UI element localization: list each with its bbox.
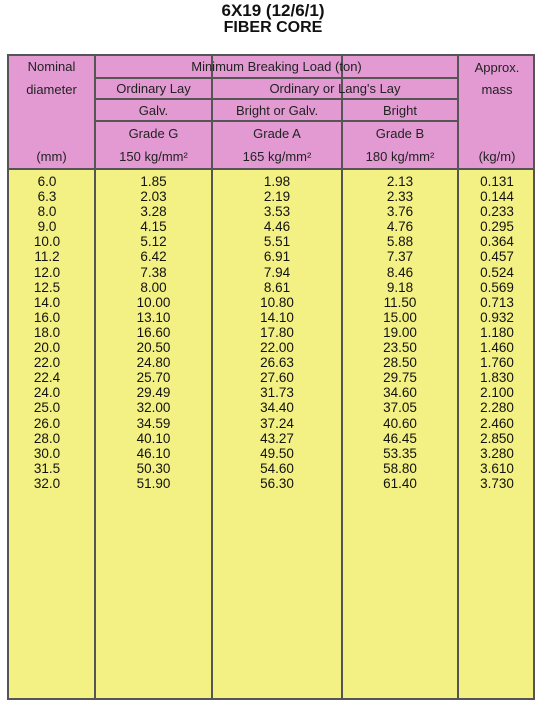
cell-mass: 0.524 [480, 264, 514, 280]
cell-grade-b: 58.80 [383, 460, 417, 476]
cell-grade-b: 46.45 [383, 430, 417, 446]
header-kgm: (kg/m) [478, 149, 516, 164]
cell-grade-g: 4.15 [140, 219, 167, 235]
cell-grade-a: 4.46 [263, 219, 291, 235]
cell-diameter: 20.0 [33, 340, 61, 356]
cell-grade-a: 7.94 [263, 264, 291, 280]
cell-grade-b: 8.46 [386, 264, 414, 280]
header-bright-or-galv: Bright or Galv. [235, 102, 319, 118]
cell-grade-a: 27.60 [260, 370, 294, 386]
column-diameter [9, 174, 85, 491]
table-title: 6X19 (12/6/1) [221, 1, 325, 20]
cell-diameter: 12.5 [33, 279, 61, 295]
cell-grade-a: 1.98 [263, 174, 291, 189]
cell-mass: 0.932 [480, 309, 514, 325]
cell-grade-a: 5.51 [263, 234, 291, 250]
cell-mass: 3.280 [480, 445, 514, 461]
cell-grade-g: 25.70 [136, 370, 171, 386]
header-ordinary-lay: Ordinary Lay [116, 81, 191, 96]
cell-mass: 1.460 [480, 340, 514, 356]
cell-diameter: 8.0 [37, 204, 57, 220]
cell-grade-a: 54.60 [260, 460, 294, 476]
cell-grade-g: 13.10 [136, 309, 171, 325]
cell-grade-b: 37.05 [383, 400, 417, 416]
rope-spec-table [7, 54, 535, 700]
cell-mass: 0.713 [480, 294, 514, 310]
cell-grade-a: 49.50 [260, 445, 294, 461]
cell-mass: 2.100 [480, 385, 514, 401]
cell-grade-a: 3.53 [263, 204, 291, 220]
header-galv: Galv. [138, 102, 169, 118]
cell-grade-g: 34.59 [136, 415, 171, 431]
cell-diameter: 16.0 [33, 309, 61, 325]
cell-grade-b: 40.60 [383, 415, 417, 431]
cell-mass: 0.131 [480, 174, 514, 189]
cell-diameter: 6.3 [37, 189, 57, 205]
cell-mass: 1.760 [480, 355, 514, 371]
cell-diameter: 10.0 [33, 234, 61, 250]
header-approx: Approx. [474, 60, 520, 75]
table-subtitle: FIBER CORE [223, 19, 323, 36]
header-bright: Bright [383, 102, 417, 118]
cell-mass: 0.569 [480, 279, 514, 295]
cell-grade-a: 22.00 [260, 340, 294, 356]
header-mm: (mm) [36, 149, 67, 164]
cell-diameter: 18.0 [33, 324, 61, 340]
header-min-breaking-load: Minimum Breaking Load (ton) [191, 59, 362, 74]
cell-grade-g: 40.10 [136, 430, 171, 446]
column-grade-a [213, 174, 341, 491]
cell-diameter: 24.0 [33, 385, 61, 401]
cell-grade-b: 28.50 [383, 355, 417, 371]
cell-grade-g: 46.10 [136, 445, 171, 461]
cell-grade-g: 29.49 [136, 385, 171, 401]
column-grade-b [343, 174, 457, 491]
cell-grade-b: 19.00 [383, 324, 417, 340]
header-mass: mass [481, 81, 513, 97]
cell-mass: 2.850 [480, 430, 514, 446]
cell-mass: 0.364 [480, 234, 514, 250]
cell-grade-g: 50.30 [136, 460, 171, 476]
cell-grade-a: 10.80 [260, 294, 294, 310]
cell-grade-b: 11.50 [383, 294, 417, 310]
header-ordinary-or-langs-lay: Ordinary or Lang's Lay [269, 81, 401, 96]
header-nominal: Nominal [27, 59, 76, 74]
cell-mass: 0.144 [480, 189, 514, 205]
header-grade-b: Grade B [375, 125, 425, 141]
cell-grade-b: 34.60 [383, 385, 417, 401]
cell-grade-a: 26.63 [260, 355, 294, 371]
cell-diameter: 22.4 [33, 370, 61, 386]
cell-mass: 3.730 [480, 475, 514, 491]
cell-grade-a: 17.80 [260, 324, 294, 340]
cell-grade-b: 9.18 [386, 279, 414, 295]
cell-diameter: 31.5 [33, 460, 61, 476]
cell-grade-b: 23.50 [383, 340, 417, 356]
cell-mass: 2.460 [480, 415, 514, 431]
cell-mass: 1.830 [480, 370, 514, 386]
header-strength-g: 150 kg/mm² [119, 149, 188, 164]
cell-diameter: 6.0 [37, 174, 57, 189]
cell-mass: 0.295 [480, 219, 514, 235]
cell-grade-b: 4.76 [386, 219, 414, 235]
cell-grade-b: 29.75 [383, 370, 417, 386]
cell-grade-b: 2.13 [386, 174, 414, 189]
cell-grade-b: 5.88 [386, 234, 414, 250]
cell-mass: 0.457 [480, 249, 514, 265]
cell-diameter: 9.0 [37, 219, 57, 235]
cell-diameter: 26.0 [33, 415, 61, 431]
cell-mass: 1.180 [480, 324, 514, 340]
cell-grade-g: 51.90 [136, 475, 171, 491]
cell-grade-g: 16.60 [136, 324, 171, 340]
cell-diameter: 14.0 [33, 294, 61, 310]
cell-grade-g: 5.12 [140, 234, 167, 250]
cell-grade-g: 1.85 [140, 174, 167, 189]
cell-grade-b: 3.76 [386, 204, 414, 220]
cell-grade-b: 53.35 [383, 445, 417, 461]
cell-diameter: 30.0 [33, 445, 61, 461]
column-mass [459, 174, 535, 491]
cell-grade-g: 10.00 [136, 294, 171, 310]
cell-grade-g: 6.42 [140, 249, 167, 265]
cell-mass: 3.610 [480, 460, 514, 476]
cell-grade-a: 2.19 [263, 189, 291, 205]
cell-grade-b: 61.40 [383, 475, 417, 491]
header-grade-g: Grade G [128, 125, 179, 141]
cell-grade-g: 2.03 [140, 189, 167, 205]
cell-diameter: 12.0 [33, 264, 61, 280]
cell-grade-b: 15.00 [383, 309, 417, 325]
cell-grade-g: 20.50 [136, 340, 171, 356]
cell-grade-a: 6.91 [263, 249, 291, 265]
header-bottom-rule [9, 168, 535, 170]
cell-grade-g: 32.00 [136, 400, 171, 416]
cell-grade-a: 8.61 [263, 279, 291, 295]
cell-diameter: 28.0 [33, 430, 61, 446]
cell-grade-g: 3.28 [140, 204, 167, 220]
cell-diameter: 32.0 [33, 475, 61, 491]
cell-grade-a: 56.30 [260, 475, 294, 491]
cell-grade-a: 14.10 [260, 309, 294, 325]
cell-grade-a: 43.27 [260, 430, 294, 446]
cell-grade-a: 31.73 [260, 385, 294, 401]
cell-mass: 0.233 [480, 204, 514, 220]
cell-grade-g: 7.38 [140, 264, 167, 280]
cell-grade-a: 37.24 [260, 415, 294, 431]
column-grade-g [96, 174, 211, 491]
header-strength-b: 180 kg/mm² [365, 149, 435, 164]
cell-diameter: 22.0 [33, 355, 61, 371]
cell-mass: 2.280 [480, 400, 514, 416]
cell-grade-g: 24.80 [136, 355, 171, 371]
cell-grade-b: 2.33 [386, 189, 414, 205]
header-diameter: diameter [26, 81, 77, 97]
cell-grade-a: 34.40 [260, 400, 294, 416]
header-grade-a: Grade A [253, 125, 301, 141]
cell-diameter: 25.0 [33, 400, 61, 416]
cell-diameter: 11.2 [34, 249, 60, 265]
cell-grade-b: 7.37 [386, 249, 414, 265]
cell-grade-g: 8.00 [140, 279, 167, 295]
header-strength-a: 165 kg/mm² [242, 149, 312, 164]
